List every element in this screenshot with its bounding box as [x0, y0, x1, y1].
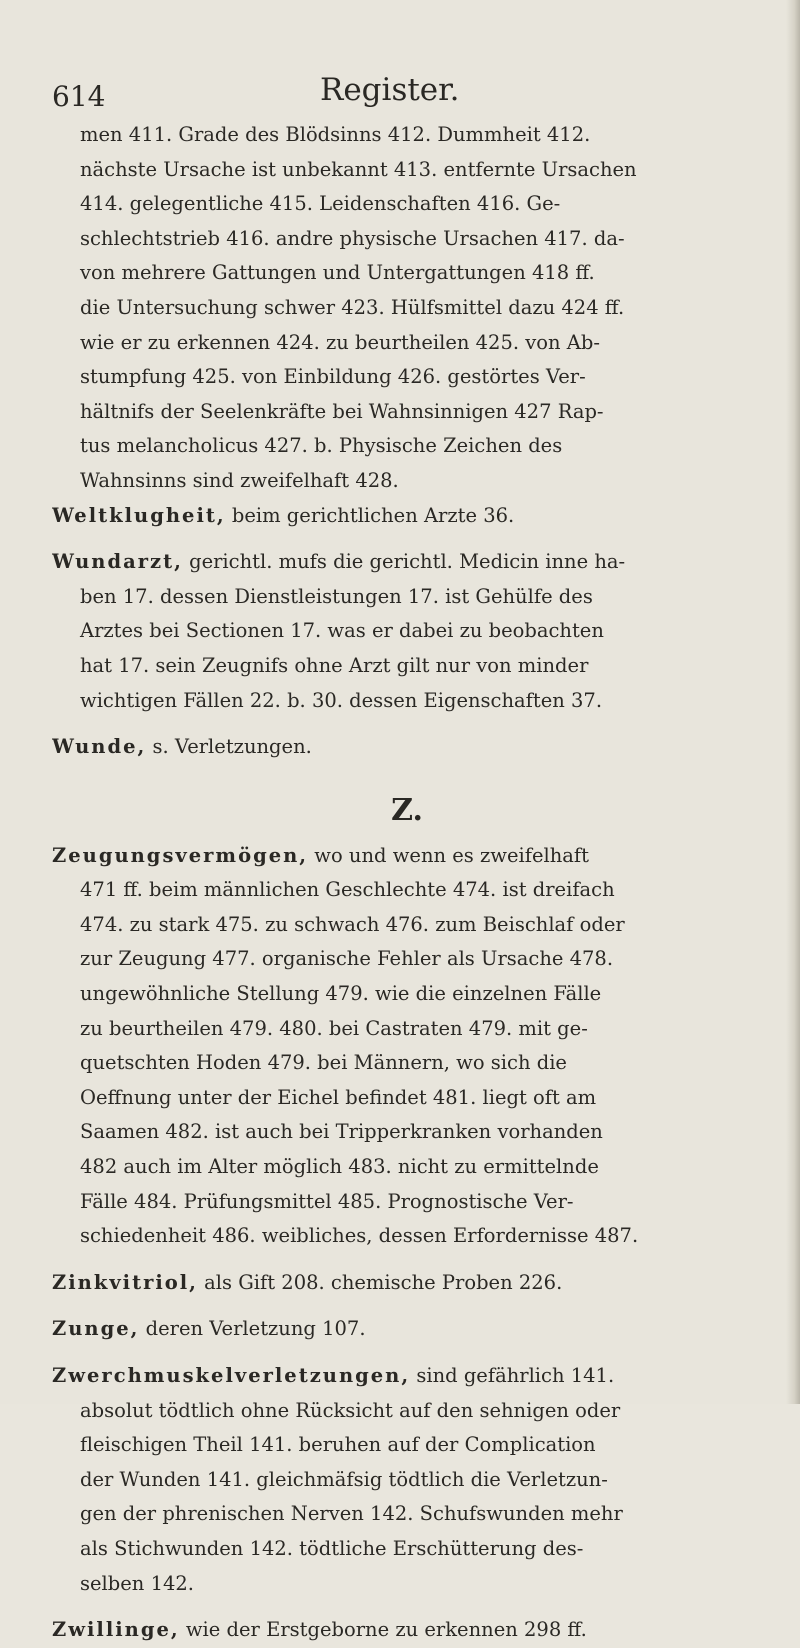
entry-line — [52, 1359, 762, 1394]
entry-text: gerichtl. mufs die gerichtl. Medicin inne ha- — [182, 550, 626, 574]
entry-line: ungewöhnliche Stellung 479. wie die einzelnen Fälle — [80, 982, 602, 1006]
register-body — [52, 118, 762, 1648]
entry-text: sind gefährlich 141. — [410, 1364, 615, 1387]
entry-line: absolut tödtlich ohne Rücksicht auf den sehnigen oder — [80, 1398, 621, 1422]
entry-line: hat 17. sein Zeugnifs ohne Arzt gilt nur von minder — [80, 653, 589, 677]
entry-keyword: Wundarzt, — [52, 550, 183, 574]
entry-line — [52, 839, 762, 874]
page-number: 614 — [52, 80, 106, 113]
entry-line: 482 auch im Alter möglich 483. nicht zu ermittelnde — [80, 1155, 599, 1179]
register-entry-weltklugheit — [52, 499, 762, 534]
entry-line — [52, 1613, 762, 1648]
entry-line — [52, 545, 762, 580]
entry-line: stumpfung 425. von Einbildung 426. gestörtes Ver- — [80, 365, 586, 389]
entry-keyword: Zeugungsvermögen, — [52, 843, 309, 867]
entry-line: zu beurtheilen 479. 480. bei Castraten 479. mit ge- — [80, 1016, 588, 1040]
entry-line: hältnifs der Seelenkräfte bei Wahnsinnigen 427 Rap- — [80, 399, 604, 423]
entry-line: als Stichwunden 142. tödtliche Erschütterung des- — [80, 1536, 584, 1560]
entry-keyword: Zinkvitriol, — [52, 1270, 198, 1294]
entry-keyword: Zunge, — [52, 1317, 140, 1341]
entry-line: Arztes bei Sectionen 17. was er dabei zu beobachten — [80, 619, 604, 643]
entry-line: von mehrere Gattungen und Untergattungen 418 ff. — [80, 261, 595, 285]
entry-line: Wahnsinns sind zweifelhaft 428. — [80, 468, 399, 492]
entry-text: s. Verletzungen. — [146, 735, 312, 759]
entry-line: ben 17. dessen Dienstleistungen 17. ist Gehülfe des — [80, 584, 593, 608]
entry-keyword: Wunde, — [52, 735, 147, 759]
register-entry-zinkvitriol — [52, 1266, 762, 1301]
entry-text: wo und wenn es zweifelhaft — [308, 843, 589, 867]
page-spine-shadow — [786, 0, 800, 1404]
entry-line: schlechtstrieb 416. andre physische Ursachen 417. da- — [80, 226, 625, 250]
entry-line — [52, 1266, 762, 1301]
entry-line: Oeffnung unter der Eichel befindet 481. liegt oft am — [80, 1085, 597, 1109]
entry-keyword: Zwillinge, — [52, 1618, 180, 1642]
entry-line — [52, 499, 762, 534]
entry-line: men 411. Grade des Blödsinns 412. Dummheit 412. — [80, 123, 591, 146]
register-entry-zunge — [52, 1312, 762, 1347]
register-entry-zwillinge — [52, 1613, 762, 1648]
section-letter: Z. — [391, 792, 423, 828]
register-entry-wundarzt — [52, 545, 762, 718]
entry-line: gen der phrenischen Nerven 142. Schufswunden mehr — [80, 1502, 623, 1526]
entry-line: 471 ff. beim männlichen Geschlechte 474. ist dreifach — [80, 878, 615, 902]
entry-line: selben 142. — [80, 1571, 194, 1595]
entry-line: zur Zeugung 477. organische Fehler als Ursache 478. — [80, 947, 614, 971]
register-entry-wunde — [52, 730, 762, 765]
entry-line: fleischigen Theil 141. beruhen auf der Complication — [80, 1433, 596, 1457]
register-entry-zwerchmuskelverletzungen — [52, 1359, 762, 1601]
entry-keyword: Zwerchmuskelverletzungen, — [52, 1364, 411, 1387]
entry-text: beim gerichtlichen Arzte 36. — [225, 503, 515, 527]
entry-keyword: Weltklugheit, — [52, 503, 226, 527]
entry-line — [52, 1312, 762, 1347]
entry-text: wie der Erstgeborne zu erkennen 298 ff. — [179, 1618, 587, 1642]
register-entry-continuation — [52, 118, 762, 499]
entry-text: als Gift 208. chemische Proben 226. — [197, 1270, 563, 1294]
entry-text: deren Verletzung 107. — [139, 1317, 366, 1341]
running-head: Register. — [320, 72, 460, 108]
register-entry-zeugungsvermoegen — [52, 839, 762, 1254]
entry-line: 414. gelegentliche 415. Leidenschaften 416. Ge- — [80, 192, 561, 216]
entry-line — [52, 730, 762, 765]
entry-line: Fälle 484. Prüfungsmittel 485. Prognostische Ver- — [80, 1189, 574, 1213]
entry-line: tus melancholicus 427. b. Physische Zeichen des — [80, 434, 563, 458]
entry-line: wichtigen Fällen 22. b. 30. dessen Eigenschaften 37. — [80, 688, 603, 712]
entry-line: wie er zu erkennen 424. zu beurtheilen 425. von Ab- — [80, 330, 600, 354]
page-header — [52, 72, 752, 122]
entry-line: nächste Ursache ist unbekannt 413. entfernte Ursachen — [80, 157, 637, 181]
entry-line: der Wunden 141. gleichmäfsig tödtlich die Verletzun- — [80, 1467, 608, 1491]
entry-line: die Untersuchung schwer 423. Hülfsmittel dazu 424 ff. — [80, 295, 625, 319]
entry-line: 474. zu stark 475. zu schwach 476. zum Beischlaf oder — [80, 912, 625, 936]
entry-line: Saamen 482. ist auch bei Tripperkranken vorhanden — [80, 1120, 603, 1144]
entry-line: quetschten Hoden 479. bei Männern, wo sich die — [80, 1051, 567, 1075]
entry-line: schiedenheit 486. weibliches, dessen Erfordernisse 487. — [80, 1224, 639, 1248]
